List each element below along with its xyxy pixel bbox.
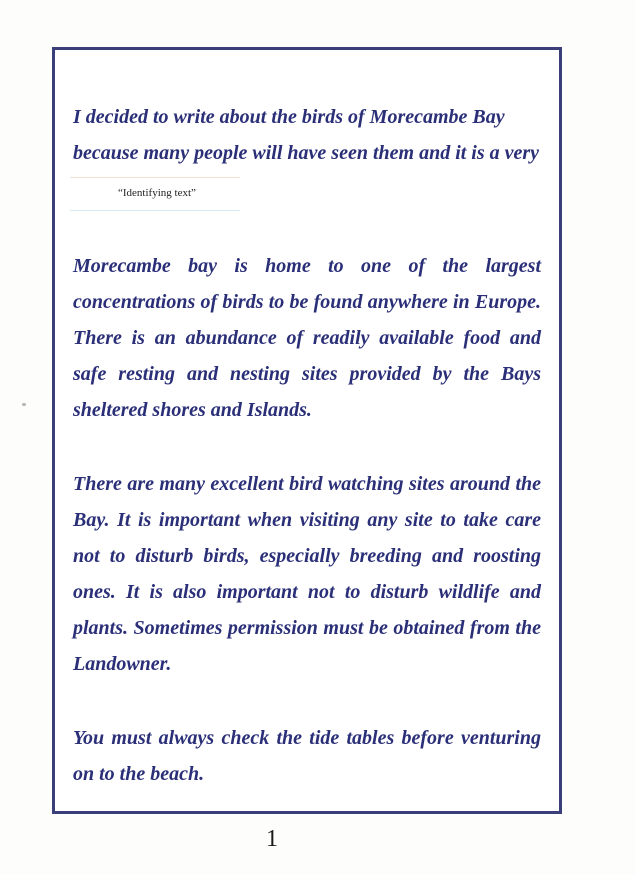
p1-line-5: sheltered shores and Islands. [73,399,312,421]
p1-line-1: Morecambe bay is home to one of the largest [73,255,541,277]
p2-line-2: Bay. It is important when visiting any site to take care [73,509,541,531]
p2-line-3: not to disturb birds, especially breeding and roosting [73,545,541,567]
paragraph-1 [73,248,541,428]
p2-line-4: ones. It is also important not to disturb wildlife and [73,581,541,603]
p1-line-4: safe resting and nesting sites provided by the Bays [73,363,541,385]
intro-line-2: because many people will have seen them and it is a very [73,142,540,164]
identifying-text: “Identifying text” [118,187,196,199]
p3-line-2: on to the beach. [73,763,205,785]
intro-paragraph [73,99,541,171]
page-number: 1 [266,826,278,852]
p2-line-1: There are many excellent bird watching sites around the [73,473,541,495]
intro-line-1: I decided to write about the birds of Morecambe Bay [73,106,505,128]
scan-speck [22,403,26,406]
paragraph-2 [73,466,541,682]
p1-line-2: concentrations of birds to be found anywhere in Europe. [73,291,541,313]
p3-line-1: You must always check the tide tables before venturing [73,727,541,749]
p2-line-5: plants. Sometimes permission must be obtained from the [73,617,541,639]
paragraph-3 [73,720,541,792]
p1-line-3: There is an abundance of readily available food and [73,327,541,349]
p2-line-6: Landowner. [73,653,172,675]
